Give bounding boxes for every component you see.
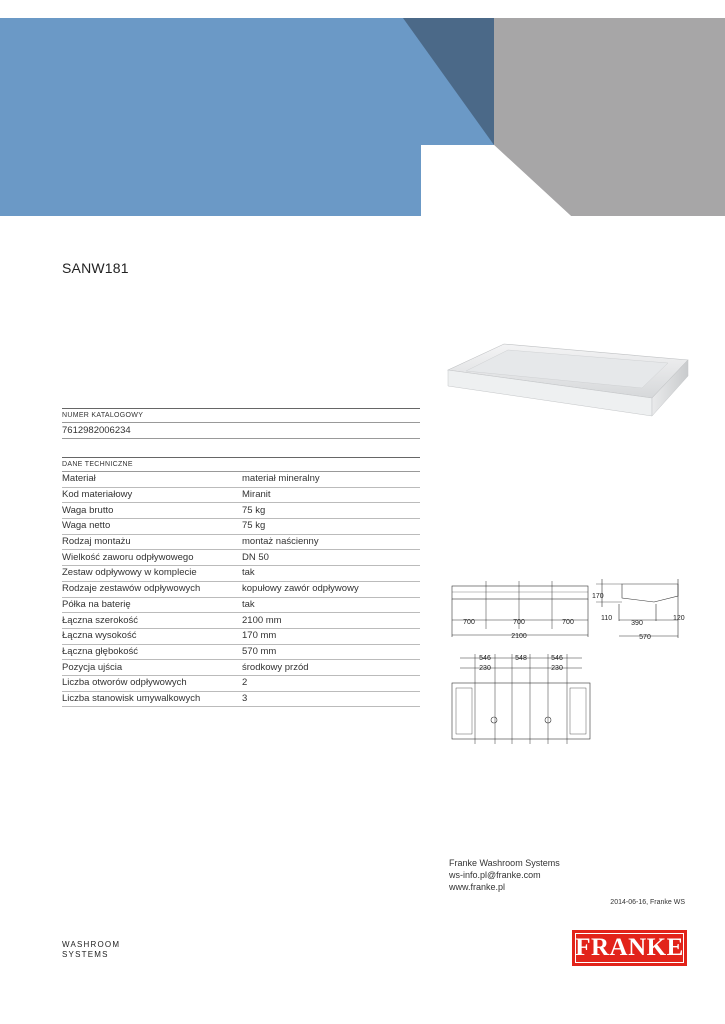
technical-data-label: DANE TECHNICZNE bbox=[62, 461, 133, 468]
spec-value: 2 bbox=[242, 675, 420, 691]
spec-key: Łączna głębokość bbox=[62, 644, 242, 660]
divider-specs bbox=[62, 457, 420, 458]
spec-value: 75 kg bbox=[242, 519, 420, 535]
header-banner bbox=[0, 18, 725, 216]
spec-value: Miranit bbox=[242, 487, 420, 503]
spec-table bbox=[62, 472, 420, 707]
spec-key: Liczba stanowisk umywalkowych bbox=[62, 691, 242, 707]
division-line-1: WASHROOM bbox=[62, 940, 121, 949]
spec-value: 3 bbox=[242, 691, 420, 707]
dim-drain-height: 120 bbox=[673, 615, 685, 622]
spec-value: 75 kg bbox=[242, 503, 420, 519]
dim-top-left-inner: 230 bbox=[479, 665, 491, 672]
contact-website[interactable]: www.franke.pl bbox=[449, 882, 506, 892]
spec-row bbox=[62, 487, 420, 503]
dim-drain-offset: 110 bbox=[601, 615, 613, 622]
spec-value: 570 mm bbox=[242, 644, 420, 660]
spec-row bbox=[62, 691, 420, 707]
spec-row bbox=[62, 503, 420, 519]
division-label bbox=[62, 940, 120, 960]
product-title: SANW181 bbox=[62, 260, 129, 276]
spec-row bbox=[62, 628, 420, 644]
spec-row bbox=[62, 519, 420, 535]
dim-front-3: 700 bbox=[562, 619, 574, 626]
dim-front-2: 700 bbox=[513, 619, 525, 626]
spec-key: Wielkość zaworu odpływowego bbox=[62, 550, 242, 566]
catalog-number-value: 7612982006234 bbox=[62, 425, 131, 436]
logo-text: FRANKE bbox=[575, 934, 684, 961]
spec-key: Materiał bbox=[62, 472, 242, 487]
product-image bbox=[446, 338, 690, 418]
spec-value: materiał mineralny bbox=[242, 472, 420, 487]
contact-info bbox=[449, 857, 560, 893]
spec-key: Kod materiałowy bbox=[62, 487, 242, 503]
document-date: 2014-06-16, Franke WS bbox=[610, 899, 685, 906]
spec-value: montaż naścienny bbox=[242, 534, 420, 550]
spec-key: Waga brutto bbox=[62, 503, 242, 519]
spec-key: Waga netto bbox=[62, 519, 242, 535]
logo-frame bbox=[575, 933, 684, 963]
dim-top-right: 546 bbox=[551, 655, 563, 662]
dim-top-left: 546 bbox=[479, 655, 491, 662]
spec-row bbox=[62, 613, 420, 629]
spec-value: DN 50 bbox=[242, 550, 420, 566]
spec-row bbox=[62, 597, 420, 613]
division-line-2: SYSTEMS bbox=[62, 950, 109, 959]
spec-value: 2100 mm bbox=[242, 613, 420, 629]
dim-depth: 570 bbox=[639, 634, 651, 641]
spec-key: Liczba otworów odpływowych bbox=[62, 675, 242, 691]
spec-key: Łączna szerokość bbox=[62, 613, 242, 629]
spec-key: Rodzaje zestawów odpływowych bbox=[62, 581, 242, 597]
spec-value: tak bbox=[242, 566, 420, 582]
spec-row bbox=[62, 566, 420, 582]
spec-key: Zestaw odpływowy w komplecie bbox=[62, 566, 242, 582]
spec-key: Pozycja ujścia bbox=[62, 660, 242, 676]
spec-value: 170 mm bbox=[242, 628, 420, 644]
technical-drawing bbox=[446, 576, 690, 746]
dim-height: 170 bbox=[592, 593, 604, 600]
contact-email[interactable]: ws-info.pl@franke.com bbox=[449, 870, 541, 880]
spec-key: Łączna wysokość bbox=[62, 628, 242, 644]
dim-top-middle: 548 bbox=[515, 655, 527, 662]
franke-logo bbox=[572, 930, 687, 966]
divider-top bbox=[62, 408, 420, 409]
divider bbox=[62, 422, 420, 423]
divider bbox=[62, 438, 420, 439]
dim-front-1: 700 bbox=[463, 619, 475, 626]
spec-row bbox=[62, 472, 420, 487]
catalog-number-label: NUMER KATALOGOWY bbox=[62, 412, 144, 419]
spec-row bbox=[62, 644, 420, 660]
spec-row bbox=[62, 675, 420, 691]
spec-row bbox=[62, 550, 420, 566]
dim-total-width: 2100 bbox=[511, 633, 527, 640]
spec-key: Półka na baterię bbox=[62, 597, 242, 613]
dim-top-right-inner: 230 bbox=[551, 665, 563, 672]
spec-value: środkowy przód bbox=[242, 660, 420, 676]
spec-value: tak bbox=[242, 597, 420, 613]
company-name: Franke Washroom Systems bbox=[449, 858, 560, 868]
banner-blue-block bbox=[0, 18, 494, 216]
spec-row bbox=[62, 534, 420, 550]
spec-row bbox=[62, 660, 420, 676]
spec-key: Rodzaj montażu bbox=[62, 534, 242, 550]
dim-drain-span: 390 bbox=[631, 620, 643, 627]
spec-row bbox=[62, 581, 420, 597]
spec-value: kopułowy zawór odpływowy bbox=[242, 581, 420, 597]
